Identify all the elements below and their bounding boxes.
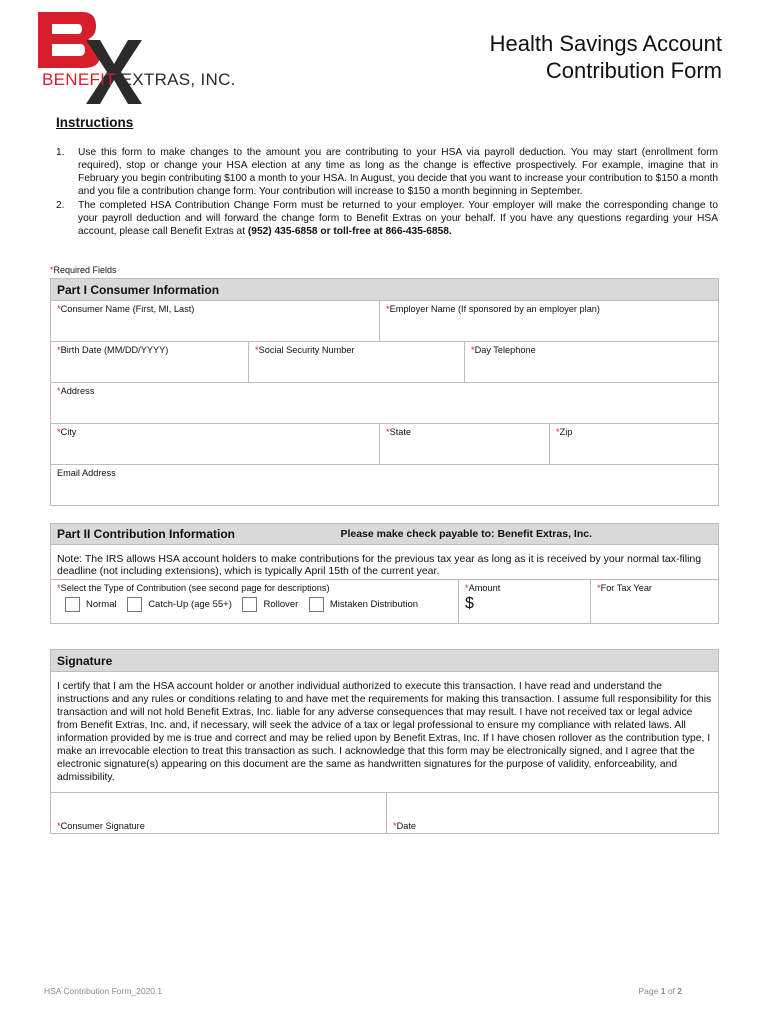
part1-consumer-section (50, 278, 719, 506)
instruction-number: 2. (56, 200, 65, 211)
benefit-extras-logo-mark (34, 10, 249, 105)
form-title-line1: Health Savings Account (489, 31, 722, 56)
required-fields-note: *Required Fields (50, 265, 117, 275)
instruction-text: Use this form to make changes to the amount you are contributing to your HSA via payroll deduction. You may start (enrollment form required), stop or change your HSA election at any time as long as the change is effective prospectively. For example, imagine that in February you begin contributing $100 a month to your HSA. In August, you decide that you want to increase your contribution to $150 a month and you file a contribution change form. Your contribution will increase to $150 a month beginning in September. (78, 147, 718, 197)
consumer-signature-field[interactable]: *Consumer Signature (51, 793, 387, 833)
birth-date-field[interactable]: *Birth Date (MM/DD/YYYY) (51, 342, 249, 382)
signature-date-field[interactable]: *Date (393, 821, 416, 831)
part1-heading: Part I Consumer Information (51, 279, 718, 301)
form-version: HSA Contribution Form_2020.1 (44, 986, 163, 996)
tax-year-field[interactable]: *For Tax Year (597, 583, 652, 593)
checkbox[interactable] (309, 597, 324, 612)
email-field[interactable]: Email Address (57, 468, 116, 478)
dollar-sign: $ (465, 595, 474, 612)
instructions-list (56, 146, 718, 238)
checkbox[interactable] (242, 597, 257, 612)
form-title (490, 30, 722, 84)
option-mistaken-distribution[interactable]: Mistaken Distribution (309, 597, 418, 612)
instruction-item (56, 199, 718, 238)
required-star-icon: * (50, 265, 54, 275)
employer-name-field[interactable]: *Employer Name (If sponsored by an employer plan) (386, 304, 600, 314)
contact-phone: (952) 435-6858 or toll-free at 866-435-6858. (247, 226, 452, 237)
address-field[interactable]: *Address (57, 386, 95, 396)
form-title-line2: Contribution Form (545, 58, 722, 83)
part2-heading: Part II Contribution Information (57, 527, 235, 541)
irs-note: Note: The IRS allows HSA account holders to make contributions for the previous tax year as long as it is received by your normal tax-filing deadline (not including extensions), which is typically April 15th of the current year. (51, 545, 718, 579)
checkbox[interactable] (127, 597, 142, 612)
checkbox[interactable] (65, 597, 80, 612)
city-field[interactable]: *City (51, 424, 380, 464)
ssn-field[interactable]: *Social Security Number (249, 342, 465, 382)
option-normal[interactable]: Normal (65, 597, 117, 612)
signature-section (50, 649, 719, 834)
amount-field[interactable]: *Amount $ (459, 580, 591, 623)
check-payable-note: Please make check payable to: Benefit Extras, Inc. (340, 528, 592, 540)
option-catch-up[interactable]: Catch-Up (age 55+) (127, 597, 232, 612)
option-rollover[interactable]: Rollover (242, 597, 298, 612)
contribution-type-field: *Select the Type of Contribution (see second page for descriptions) Normal Catch-Up (age 55+) Rollover Mistaken Distribution (51, 580, 459, 623)
instructions-heading: Instructions (56, 115, 134, 130)
day-telephone-field[interactable]: *Day Telephone (471, 345, 536, 355)
instruction-item (56, 146, 718, 198)
page-number: Page 1 of 2 (638, 986, 682, 996)
signature-heading: Signature (51, 650, 718, 672)
zip-field[interactable]: *Zip (556, 427, 573, 437)
instruction-text: The completed HSA Contribution Change Form must be returned to your employer. Your employer will make the corresponding change to your payroll deduction and will forward the change form to Benefit Extras on your behalf. If you have any questions regarding your HSA account, please call Benefit Extras at (78, 200, 718, 237)
consumer-name-field[interactable]: *Consumer Name (First, MI, Last) (51, 301, 380, 341)
part2-heading-bar (51, 523, 718, 545)
logo-wordmark: BENEFIT EXTRAS, INC. (42, 70, 236, 89)
instruction-number: 1. (56, 147, 65, 158)
part2-contribution-section (50, 523, 719, 624)
certification-text: I certify that I am the HSA account holder or another individual authorized to execute this transaction. I have read and understand the instructions and any rules or conditions relating to and have met the requirements for making this transaction. I assume full responsibility for this transaction and will not hold Benefit Extras, Inc. liable for any adverse consequences that may result. I have not received tax or legal advice from Benefit Extras, Inc. and, if necessary, will seek the advice of a tax or legal professional to ensure my compliance with related laws. All information provided by me is true and correct and may be relied upon by Benefit Extras, Inc. If I have chosen rollover as the contribution type, I make an irrevocable election to treat this transaction as such. I acknowledge that this form may be electronically signed, and I agree that the electronic signature(s) appearing on this document are the same as handwritten signatures for the purpose of validity, enforceability, and admissibility. (51, 672, 718, 793)
state-field[interactable]: *State (380, 424, 550, 464)
company-logo (34, 10, 249, 105)
